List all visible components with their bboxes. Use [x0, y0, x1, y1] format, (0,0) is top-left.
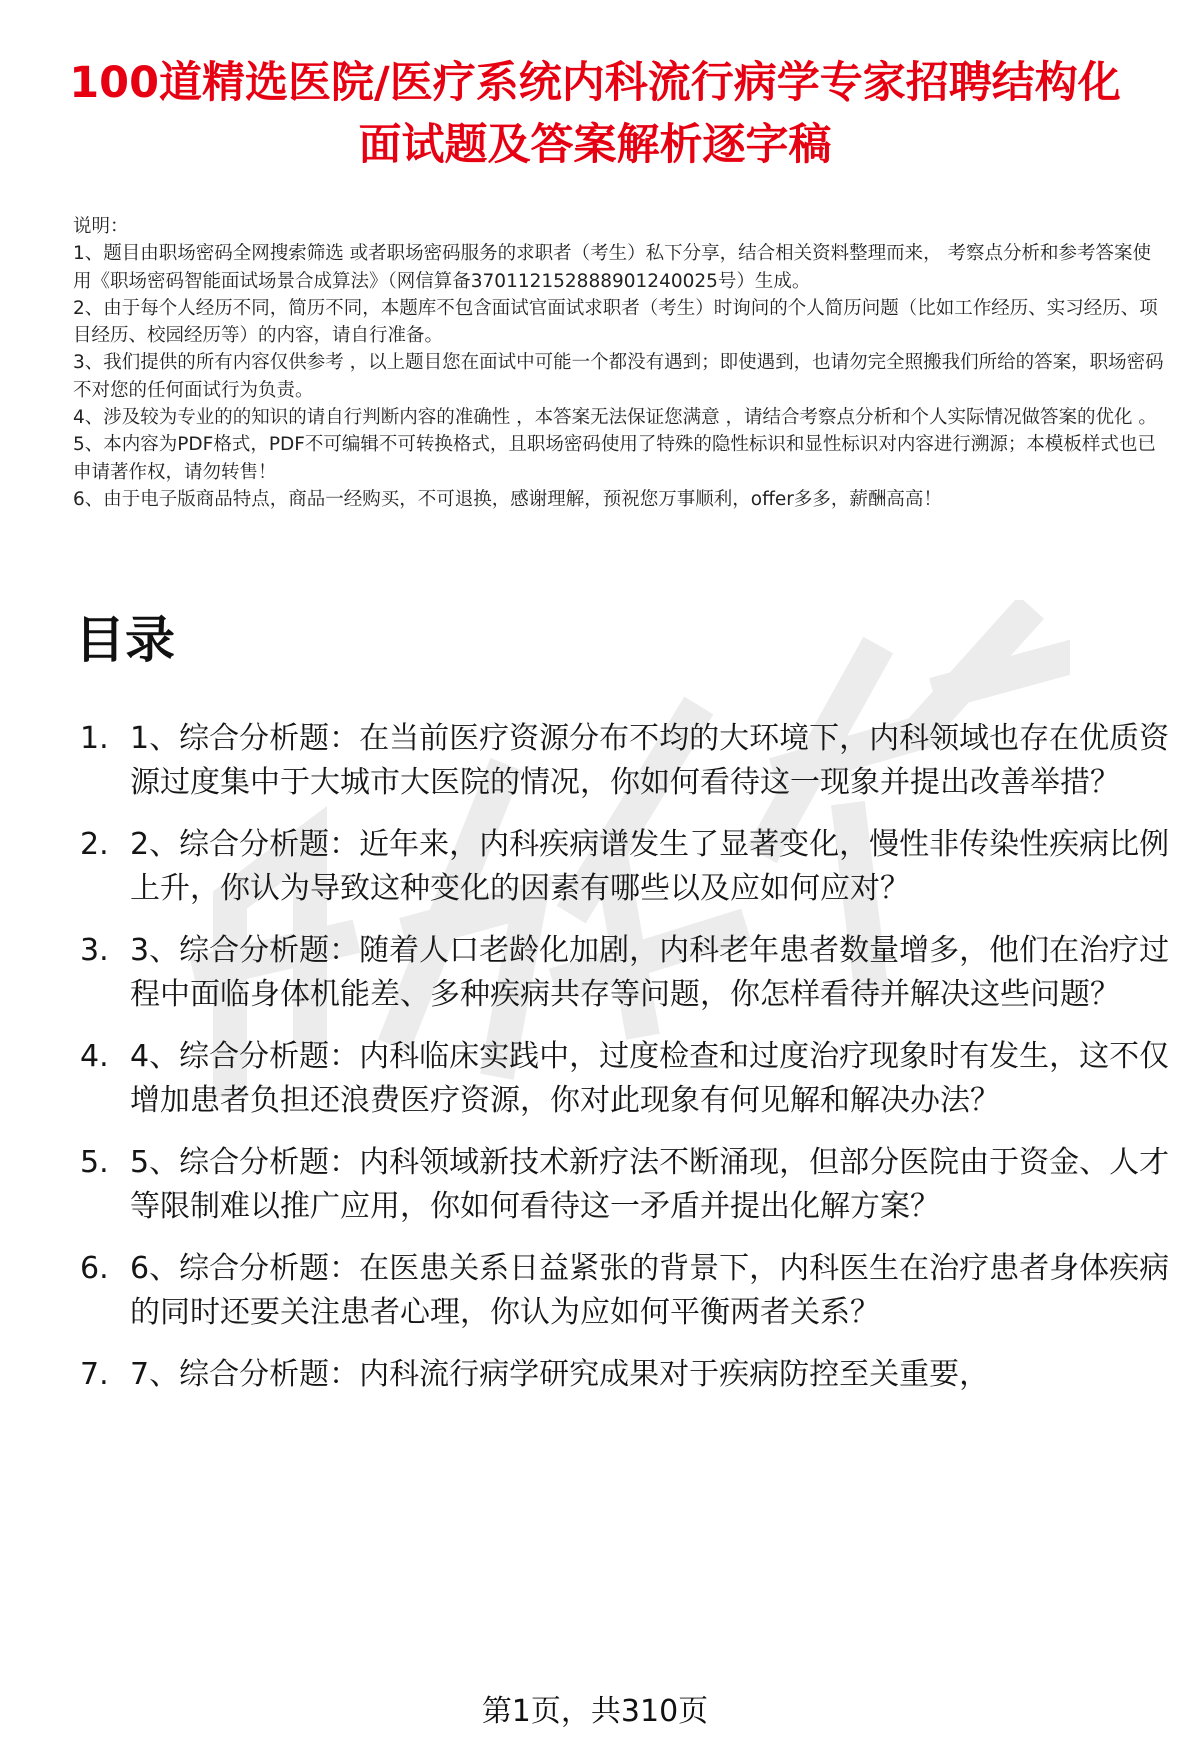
instruction-item: 1、题目由职场密码全网搜索筛选 或者职场密码服务的求职者（考生）私下分享，结合相关资料整理而来， 考察点分析和参考答案使用《职场密码智能面试场景合成算法》（网信算备370112152888901240025号）生成。 — [73, 243, 1152, 292]
instruction-item: 5、本内容为PDF格式，PDF不可编辑不可转换格式，且职场密码使用了特殊的隐性标识和显性标识对内容进行溯源；本模板样式也已申请著作权，请勿转售！ — [73, 434, 1156, 483]
instructions-block — [73, 213, 1168, 513]
toc-item[interactable] — [80, 929, 1170, 1017]
toc-item[interactable] — [80, 1141, 1170, 1229]
toc-list — [80, 717, 1170, 1415]
page-number: 第1页，共310页 — [481, 1694, 709, 1729]
toc-item-text: 2、综合分析题：近年来，内科疾病谱发生了显著变化，慢性非传染性疾病比例上升，你认为导致这种变化的因素有哪些以及应如何应对？ — [130, 827, 1170, 906]
toc-item-number: 2. — [80, 827, 109, 862]
instructions-heading: 说明： — [73, 216, 129, 237]
instruction-item: 3、我们提供的所有内容仅供参考 ，以上题目您在面试中可能一个都没有遇到；即使遇到，也请勿完全照搬我们所给的答案，职场密码不对您的任何面试行为负责。 — [73, 352, 1164, 401]
instruction-item: 2、由于每个人经历不同，简历不同，本题库不包含面试官面试求职者（考生）时询问的个人简历问题（比如工作经历、实习经历、项目经历、校园经历等）的内容，请自行准备。 — [73, 297, 1158, 347]
toc-item[interactable] — [80, 823, 1170, 911]
toc-item-text: 7、综合分析题：内科流行病学研究成果对于疾病防控至关重要， — [130, 1357, 990, 1392]
toc-item-number: 1. — [80, 721, 109, 756]
toc-item-number: 7. — [80, 1357, 109, 1392]
toc-item-text: 5、综合分析题：内科领域新技术新疗法不断涌现，但部分医院由于资金、人才等限制难以推广应用，你如何看待这一矛盾并提出化解方案？ — [130, 1145, 1170, 1224]
toc-item-text: 1、综合分析题：在当前医疗资源分布不均的大环境下，内科领域也存在优质资源过度集中于大城市大医院的情况，你如何看待这一现象并提出改善举措？ — [130, 721, 1170, 800]
toc-item[interactable] — [80, 717, 1170, 805]
toc-item-number: 3. — [80, 933, 109, 968]
toc-item[interactable] — [80, 1353, 1170, 1397]
toc-item[interactable] — [80, 1247, 1170, 1335]
toc-heading: 目录 — [75, 611, 175, 669]
toc-item-number: 6. — [80, 1251, 109, 1286]
toc-item[interactable] — [80, 1035, 1170, 1123]
instruction-item: 6、由于电子版商品特点，商品一经购买，不可退换，感谢理解，预祝您万事顺利，offer多多，薪酬高高！ — [73, 488, 942, 510]
instruction-item: 4、涉及较为专业的的知识的请自行判断内容的准确性 ，本答案无法保证您满意 ，请结合考察点分析和个人实际情况做答案的优化 。 — [73, 407, 1157, 429]
toc-item-text: 3、综合分析题：随着人口老龄化加剧，内科老年患者数量增多，他们在治疗过程中面临身体机能差、多种疾病共存等问题，你怎样看待并解决这些问题？ — [130, 933, 1170, 1012]
toc-item-text: 6、综合分析题：在医患关系日益紧张的背景下，内科医生在治疗患者身体疾病的同时还要关注患者心理，你认为应如何平衡两者关系？ — [130, 1251, 1170, 1330]
document-title: 100道精选医院/医疗系统内科流行病学专家招聘结构化面试题及答案解析逐字稿 — [69, 58, 1121, 170]
toc-item-number: 4. — [80, 1039, 109, 1074]
toc-item-text: 4、综合分析题：内科临床实践中，过度检查和过度治疗现象时有发生，这不仅增加患者负担还浪费医疗资源，你对此现象有何见解和解决办法？ — [130, 1039, 1170, 1118]
toc-item-number: 5. — [80, 1145, 109, 1180]
